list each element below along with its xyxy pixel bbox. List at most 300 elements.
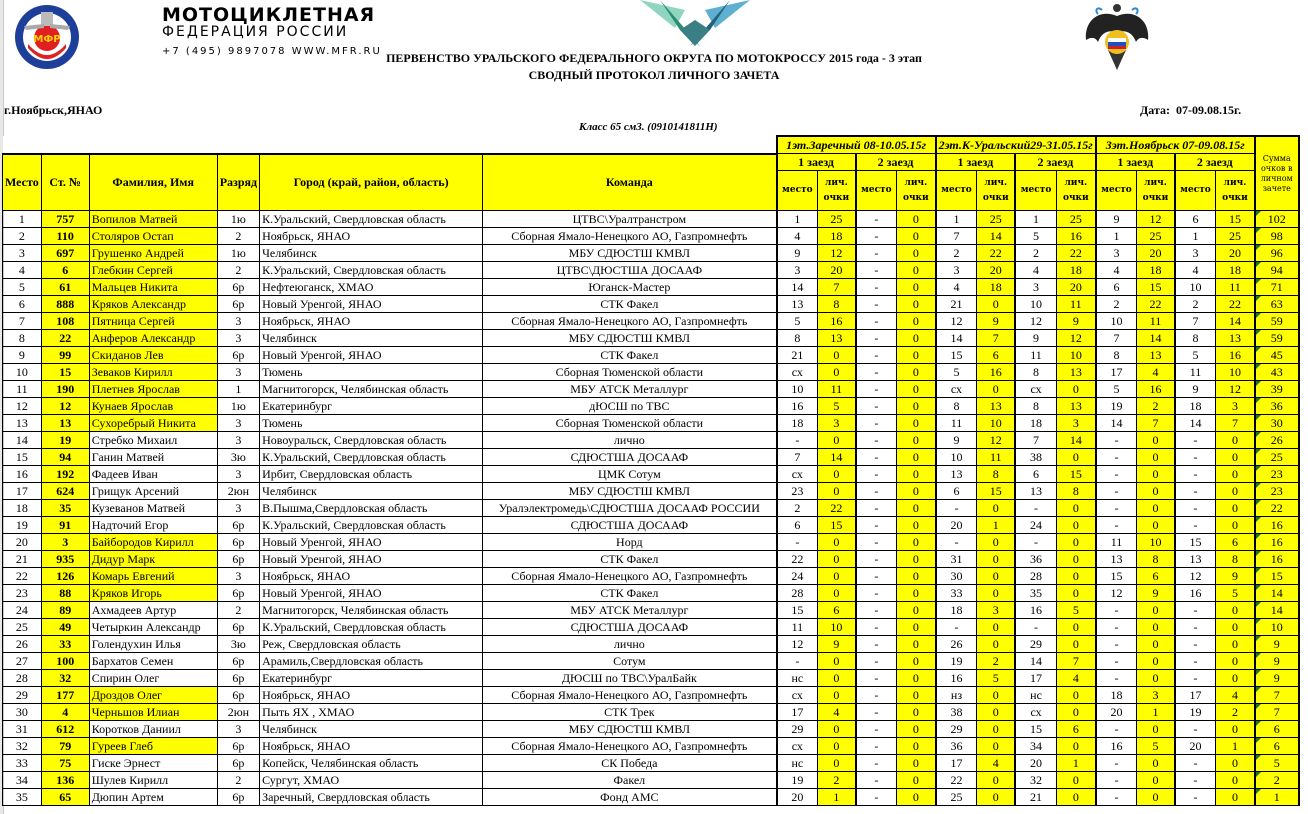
place-cell: 31 xyxy=(3,721,42,738)
heat-points-cell: 0 xyxy=(897,772,936,789)
heat-points-cell: 5 xyxy=(977,670,1015,687)
rider-name-cell: Бархатов Семен xyxy=(89,653,217,670)
ministry-m-logo-icon xyxy=(640,0,750,46)
heat-place-cell: 18 xyxy=(777,415,818,432)
heat-points-cell: 0 xyxy=(897,313,936,330)
total-points-cell: 94 xyxy=(1255,262,1299,279)
heat-place-cell: - xyxy=(856,466,897,483)
heat-place-cell: 19 xyxy=(1175,704,1216,721)
heat-place-cell: - xyxy=(1175,772,1216,789)
heat-place-cell: 24 xyxy=(1015,517,1056,534)
heat-place-cell: - xyxy=(856,279,897,296)
heat-points-cell: 0 xyxy=(1056,449,1095,466)
heat-place-cell: 10 xyxy=(936,449,977,466)
heat-place-cell: - xyxy=(856,228,897,245)
heat-points-cell: 5 xyxy=(1056,602,1095,619)
heat-points-cell: 10 xyxy=(1216,364,1255,381)
total-points-cell: 96 xyxy=(1255,245,1299,262)
heat-points-cell: 20 xyxy=(1056,279,1095,296)
heat-place-cell: - xyxy=(1096,721,1137,738)
team-cell: МБУ СДЮСТШ КМВЛ xyxy=(483,483,777,500)
heat-place-cell: - xyxy=(856,619,897,636)
heat-points-cell: 20 xyxy=(818,262,856,279)
heat-points-cell: 20 xyxy=(1216,245,1255,262)
heat-points-cell: 0 xyxy=(1216,772,1255,789)
rank-cell: 6р xyxy=(217,755,259,772)
table-row xyxy=(3,551,1299,568)
total-points-cell: 9 xyxy=(1255,653,1299,670)
table-row xyxy=(3,466,1299,483)
place-cell: 15 xyxy=(3,449,42,466)
city-cell: В.Пышма,Свердловская область xyxy=(260,500,483,517)
heat-points-cell: 0 xyxy=(818,466,856,483)
heat-points-cell: 0 xyxy=(897,398,936,415)
heat-place-cell: 29 xyxy=(777,721,818,738)
heat-place-cell: 5 xyxy=(936,364,977,381)
heat-place-cell: 8 xyxy=(1015,398,1056,415)
heat-points-cell: 0 xyxy=(897,789,936,806)
brand-block xyxy=(162,6,382,57)
rider-name-cell: Ахмадеев Артур xyxy=(89,602,217,619)
heat-points-cell: 0 xyxy=(977,636,1015,653)
heat-points-cell: 12 xyxy=(818,245,856,262)
heat-points-cell: 0 xyxy=(1216,653,1255,670)
heat-place-cell: 21 xyxy=(1015,789,1056,806)
heat-points-cell: 0 xyxy=(977,619,1015,636)
rider-name-cell: Надточий Егор xyxy=(89,517,217,534)
heat-place-cell: - xyxy=(856,721,897,738)
heat-place-cell: 4 xyxy=(1175,262,1216,279)
city-cell: К.Уральский, Свердловская область xyxy=(260,619,483,636)
heat-points-cell: 0 xyxy=(897,211,936,228)
heat-points-cell: 12 xyxy=(1216,381,1255,398)
start-number-cell: 49 xyxy=(41,619,89,636)
rider-name-cell: Гиске Эрнест xyxy=(89,755,217,772)
team-cell: СТК Факел xyxy=(483,296,777,313)
heat-place-cell: - xyxy=(856,432,897,449)
city-cell: Челябинск xyxy=(260,245,483,262)
heat-place-cell: 9 xyxy=(936,432,977,449)
table-row xyxy=(3,313,1299,330)
team-cell: СТК Факел xyxy=(483,585,777,602)
brand-contacts: +7 (495) 9897078 WWW.MFR.RU xyxy=(162,46,382,57)
rank-cell: 1ю xyxy=(217,398,259,415)
heat-points-cell: 0 xyxy=(1216,432,1255,449)
heat-points-cell: 0 xyxy=(1137,449,1175,466)
total-points-cell: 16 xyxy=(1255,551,1299,568)
heat-points-cell: 0 xyxy=(1137,500,1175,517)
heat-place-cell: 17 xyxy=(777,704,818,721)
heat-points-cell: 3 xyxy=(977,602,1015,619)
heat-place-cell: 20 xyxy=(777,789,818,806)
heat-place-cell: 28 xyxy=(1015,568,1056,585)
heat-place-cell: - xyxy=(856,262,897,279)
heat-place-cell: 5 xyxy=(1096,381,1137,398)
start-number-cell: 612 xyxy=(41,721,89,738)
heat-place-cell: 11 xyxy=(1096,534,1137,551)
heat-place-cell: - xyxy=(856,653,897,670)
team-cell: СК Победа xyxy=(483,755,777,772)
place-cell: 25 xyxy=(3,619,42,636)
city-cell: Новый Уренгой, ЯНАО xyxy=(260,551,483,568)
heat-points-cell: 0 xyxy=(897,704,936,721)
heat-points-cell: 14 xyxy=(1056,432,1095,449)
heat-points-cell: 0 xyxy=(1137,772,1175,789)
rider-name-cell: Грушенко Андрей xyxy=(89,245,217,262)
heat-place-cell: 14 xyxy=(777,279,818,296)
heat-points-cell: 0 xyxy=(1216,789,1255,806)
heat-place-cell: 14 xyxy=(1175,415,1216,432)
heat-points-cell: 0 xyxy=(818,364,856,381)
heat-points-cell: 3 xyxy=(818,415,856,432)
start-number-cell: 4 xyxy=(41,704,89,721)
team-cell: Факел xyxy=(483,772,777,789)
heat-place-cell: - xyxy=(1096,772,1137,789)
heat-place-cell: - xyxy=(856,483,897,500)
place-cell: 27 xyxy=(3,653,42,670)
start-number-cell: 65 xyxy=(41,789,89,806)
place-cell: 5 xyxy=(3,279,42,296)
heat-place-cell: - xyxy=(936,500,977,517)
team-cell: дЮСШ по ТВС xyxy=(483,398,777,415)
heat-place-cell: - xyxy=(856,636,897,653)
rank-cell: 6р xyxy=(217,687,259,704)
heat-points-cell: 0 xyxy=(1137,602,1175,619)
heat-points-cell: 6 xyxy=(1056,721,1095,738)
heat-place-cell: - xyxy=(856,245,897,262)
heat-points-cell: 22 xyxy=(1137,296,1175,313)
heat-points-cell: 0 xyxy=(977,568,1015,585)
heat-place-cell: 13 xyxy=(1175,551,1216,568)
heat-points-cell: 0 xyxy=(1216,755,1255,772)
total-points-cell: 63 xyxy=(1255,296,1299,313)
heat-place-cell: 8 xyxy=(1015,364,1056,381)
place-cell: 12 xyxy=(3,398,42,415)
heat-points-cell: 7 xyxy=(818,279,856,296)
team-cell: МБУ СДЮСТШ КМВЛ xyxy=(483,330,777,347)
heat-points-cell: 13 xyxy=(1056,398,1095,415)
heat-place-cell: 13 xyxy=(1096,551,1137,568)
heat-points-cell: 0 xyxy=(1056,534,1095,551)
heat-points-cell: 25 xyxy=(1216,228,1255,245)
heat-points-cell: 13 xyxy=(1137,347,1175,364)
heat-points-cell: 0 xyxy=(897,364,936,381)
total-points-cell: 1 xyxy=(1255,789,1299,806)
heat-points-cell: 0 xyxy=(1216,602,1255,619)
heat-place-cell: 36 xyxy=(936,738,977,755)
rider-name-cell: Шулев Кирилл xyxy=(89,772,217,789)
heat-points-cell: 0 xyxy=(897,568,936,585)
heat-points-cell: 22 xyxy=(977,245,1015,262)
heat-points-cell: 0 xyxy=(897,228,936,245)
place-cell: 22 xyxy=(3,568,42,585)
team-cell: ЦТВС\Уралтранстром xyxy=(483,211,777,228)
heat-points-cell: 16 xyxy=(1056,228,1095,245)
heat-points-cell: 7 xyxy=(977,330,1015,347)
rider-name-cell: Гуреев Глеб xyxy=(89,738,217,755)
heat-header-3-2: 2 заезд xyxy=(1175,154,1255,171)
heat-place-cell: 6 xyxy=(1096,279,1137,296)
table-row xyxy=(3,585,1299,602)
heat-place-cell: нс xyxy=(777,755,818,772)
col-name-header: Фамилия, Имя xyxy=(89,154,217,211)
heat-place-cell: - xyxy=(856,602,897,619)
start-number-cell: 935 xyxy=(41,551,89,568)
heat-points-cell: 0 xyxy=(1056,568,1095,585)
heat-place-cell: - xyxy=(856,364,897,381)
city-cell: Копейск, Челябинская область xyxy=(260,755,483,772)
heat-points-cell: 0 xyxy=(818,432,856,449)
heat-place-cell: 6 xyxy=(777,517,818,534)
heat-place-cell: - xyxy=(1175,789,1216,806)
heat-points-cell: 0 xyxy=(1056,789,1095,806)
heat-place-cell: - xyxy=(936,534,977,551)
heat-place-cell: 2 xyxy=(777,500,818,517)
total-points-cell: 102 xyxy=(1255,211,1299,228)
brand-line2: ФЕДЕРАЦИЯ РОССИИ xyxy=(162,24,349,40)
table-row xyxy=(3,415,1299,432)
rider-name-cell: Кунаев Ярослав xyxy=(89,398,217,415)
heat-place-cell: сх xyxy=(1015,381,1056,398)
heat-place-cell: 2 xyxy=(1175,296,1216,313)
place-cell: 11 xyxy=(3,381,42,398)
heat-points-cell: 0 xyxy=(818,483,856,500)
heat-place-cell: - xyxy=(1175,466,1216,483)
heat-place-cell: 1 xyxy=(1015,211,1056,228)
city-cell: Реж, Свердловская область xyxy=(260,636,483,653)
rider-name-cell: Плетнев Ярослав xyxy=(89,381,217,398)
heat-place-cell: нс xyxy=(777,670,818,687)
start-number-cell: 3 xyxy=(41,534,89,551)
table-row xyxy=(3,653,1299,670)
heat-points-cell: 0 xyxy=(1137,517,1175,534)
team-cell: МБУ АТСК Металлург xyxy=(483,381,777,398)
team-cell: МБУ СДЮСТШ КМВЛ xyxy=(483,721,777,738)
col-rank-header: Разряд xyxy=(217,154,259,211)
heat-points-cell: 8 xyxy=(1216,551,1255,568)
heat-place-cell: 31 xyxy=(936,551,977,568)
heat-points-cell: 7 xyxy=(1137,415,1175,432)
total-points-cell: 7 xyxy=(1255,704,1299,721)
table-row xyxy=(3,704,1299,721)
heat-points-cell: 16 xyxy=(977,364,1015,381)
heat-points-cell: 0 xyxy=(897,755,936,772)
heat-points-cell: 4 xyxy=(818,704,856,721)
heat-place-cell: 16 xyxy=(777,398,818,415)
table-row xyxy=(3,262,1299,279)
heat-points-cell: 0 xyxy=(1056,772,1095,789)
table-row xyxy=(3,755,1299,772)
heat-place-cell: 5 xyxy=(777,313,818,330)
heat-place-cell: 8 xyxy=(936,398,977,415)
heat-place-cell: 13 xyxy=(1015,483,1056,500)
rank-cell: 3 xyxy=(217,415,259,432)
heat-points-cell: 6 xyxy=(818,602,856,619)
heat-place-cell: - xyxy=(1175,449,1216,466)
heat-place-cell: 22 xyxy=(777,551,818,568)
total-points-cell: 9 xyxy=(1255,636,1299,653)
start-number-cell: 15 xyxy=(41,364,89,381)
rider-name-cell: Дюпин Артем xyxy=(89,789,217,806)
heat-place-cell: 11 xyxy=(777,619,818,636)
team-cell: Юганск-Мастер xyxy=(483,279,777,296)
team-cell: Сборная Тюменской области xyxy=(483,364,777,381)
heat-points-cell: 0 xyxy=(897,330,936,347)
heat-place-cell: 4 xyxy=(777,228,818,245)
team-cell: ЦТВС\ДЮСТША ДОСААФ xyxy=(483,262,777,279)
team-cell: Сборная Ямало-Ненецкого АО, Газпромнефть xyxy=(483,568,777,585)
table-row xyxy=(3,432,1299,449)
heat-points-cell: 0 xyxy=(897,738,936,755)
place-cell: 14 xyxy=(3,432,42,449)
heat-place-cell: 14 xyxy=(936,330,977,347)
rank-cell: 3 xyxy=(217,721,259,738)
heat-place-cell: 15 xyxy=(1015,721,1056,738)
heat-points-cell: 11 xyxy=(977,449,1015,466)
heat-place-cell: 20 xyxy=(1015,755,1056,772)
heat-place-cell: 16 xyxy=(1096,738,1137,755)
heat-header-1-1: 1 заезд xyxy=(777,154,856,171)
heat-points-cell: 12 xyxy=(1137,211,1175,228)
total-points-cell: 14 xyxy=(1255,585,1299,602)
heat-points-cell: 25 xyxy=(818,211,856,228)
heat-place-cell: 1 xyxy=(777,211,818,228)
heat-place-cell: - xyxy=(777,534,818,551)
heat-points-cell: 11 xyxy=(818,381,856,398)
heat-points-cell: 22 xyxy=(818,500,856,517)
place-cell: 4 xyxy=(3,262,42,279)
heat-place-cell: 12 xyxy=(1015,313,1056,330)
place-cell: 29 xyxy=(3,687,42,704)
heat-points-cell: 9 xyxy=(1056,313,1095,330)
rank-cell: 6р xyxy=(217,653,259,670)
heat-points-cell: 14 xyxy=(818,449,856,466)
rank-cell: 6р xyxy=(217,738,259,755)
heat-place-cell: 16 xyxy=(1015,602,1056,619)
heat-place-cell: - xyxy=(856,381,897,398)
heat-place-cell: 3 xyxy=(777,262,818,279)
heat-place-cell: 3 xyxy=(936,262,977,279)
heat-place-cell: 7 xyxy=(1015,432,1056,449)
start-number-cell: 35 xyxy=(41,500,89,517)
heat-points-cell: 0 xyxy=(1137,432,1175,449)
heat-place-cell: 9 xyxy=(1015,330,1056,347)
total-header: Сумма очков в личном зачете xyxy=(1260,153,1293,193)
heat-points-cell: 0 xyxy=(1137,670,1175,687)
total-points-cell: 6 xyxy=(1255,721,1299,738)
heat-place-cell: - xyxy=(1096,500,1137,517)
heat-place-cell: - xyxy=(1175,619,1216,636)
city-cell: Сургут, ХМАО xyxy=(260,772,483,789)
heat-place-cell: - xyxy=(856,330,897,347)
heat-points-cell: 11 xyxy=(1216,279,1255,296)
heat-place-cell: - xyxy=(777,653,818,670)
heat-points-cell: 15 xyxy=(1137,279,1175,296)
rank-cell: 3 xyxy=(217,568,259,585)
heat-points-cell: 25 xyxy=(1056,211,1095,228)
heat-points-cell: 13 xyxy=(818,330,856,347)
total-points-cell: 59 xyxy=(1255,313,1299,330)
heat-place-cell: 29 xyxy=(936,721,977,738)
heat-points-header: лич. очки xyxy=(1216,171,1255,211)
rank-cell: 3 xyxy=(217,466,259,483)
table-row xyxy=(3,568,1299,585)
heat-points-cell: 22 xyxy=(1216,296,1255,313)
rank-cell: 6р xyxy=(217,279,259,296)
total-points-cell: 15 xyxy=(1255,568,1299,585)
heat-place-cell: - xyxy=(1096,449,1137,466)
heat-points-cell: 0 xyxy=(897,483,936,500)
heat-points-cell: 8 xyxy=(1137,551,1175,568)
heat-points-cell: 1 xyxy=(977,517,1015,534)
total-points-cell: 36 xyxy=(1255,398,1299,415)
heat-place-cell: - xyxy=(1096,483,1137,500)
heat-place-cell: 8 xyxy=(1096,347,1137,364)
col-startno-header: Ст. № xyxy=(41,154,89,211)
heat-place-cell: 2 xyxy=(936,245,977,262)
city-cell: Новый Уренгой, ЯНАО xyxy=(260,296,483,313)
heat-place-cell: - xyxy=(1175,670,1216,687)
heat-points-cell: 13 xyxy=(1056,364,1095,381)
heat-points-cell: 0 xyxy=(897,551,936,568)
total-points-cell: 16 xyxy=(1255,534,1299,551)
stage-header-3: 3эт.Ноябрьск 07-09.08.15г xyxy=(1096,136,1255,154)
city-cell: К.Уральский, Свердловская область xyxy=(260,517,483,534)
city-cell: Ноябрьск, ЯНАО xyxy=(260,687,483,704)
team-cell: Фонд АМС xyxy=(483,789,777,806)
heat-place-header: место xyxy=(1175,171,1216,211)
rank-cell: 3ю xyxy=(217,449,259,466)
heat-place-header: место xyxy=(1096,171,1137,211)
heat-place-cell: 15 xyxy=(936,347,977,364)
city-cell: Новоуральск, Свердловская область xyxy=(260,432,483,449)
heat-points-cell: 0 xyxy=(1056,381,1095,398)
heat-place-cell: 3 xyxy=(1096,245,1137,262)
heat-place-cell: - xyxy=(856,704,897,721)
heat-place-cell: 25 xyxy=(936,789,977,806)
heat-place-cell: 13 xyxy=(777,296,818,313)
heat-points-cell: 2 xyxy=(1137,398,1175,415)
heat-points-cell: 8 xyxy=(818,296,856,313)
city-cell: Ноябрьск, ЯНАО xyxy=(260,228,483,245)
rider-name-cell: Скиданов Лев xyxy=(89,347,217,364)
heat-points-cell: 0 xyxy=(897,653,936,670)
total-points-cell: 43 xyxy=(1255,364,1299,381)
heat-points-cell: 0 xyxy=(897,279,936,296)
heat-place-cell: 15 xyxy=(777,602,818,619)
heat-points-cell: 9 xyxy=(818,636,856,653)
heat-points-cell: 1 xyxy=(1137,704,1175,721)
heat-place-cell: - xyxy=(1175,517,1216,534)
heat-points-cell: 16 xyxy=(818,313,856,330)
heat-place-cell: - xyxy=(856,347,897,364)
heat-points-cell: 0 xyxy=(818,568,856,585)
heat-points-cell: 10 xyxy=(818,619,856,636)
heat-place-cell: - xyxy=(1096,432,1137,449)
rider-name-cell: Глебкин Сергей xyxy=(89,262,217,279)
start-number-cell: 108 xyxy=(41,313,89,330)
heat-place-cell: 19 xyxy=(777,772,818,789)
start-number-cell: 697 xyxy=(41,245,89,262)
city-cell: Ирбит, Свердловская область xyxy=(260,466,483,483)
rank-cell: 1 xyxy=(217,381,259,398)
heat-points-cell: 8 xyxy=(977,466,1015,483)
heat-points-cell: 15 xyxy=(1056,466,1095,483)
rider-name-cell: Черньшов Илиан xyxy=(89,704,217,721)
city-cell: Челябинск xyxy=(260,721,483,738)
heat-place-cell: 8 xyxy=(777,330,818,347)
document-title: ПЕРВЕНСТВО УРАЛЬСКОГО ФЕДЕРАЛЬНОГО ОКРУГА ПО МОТОКРОССУ 2015 года - 3 этап xyxy=(386,51,922,65)
